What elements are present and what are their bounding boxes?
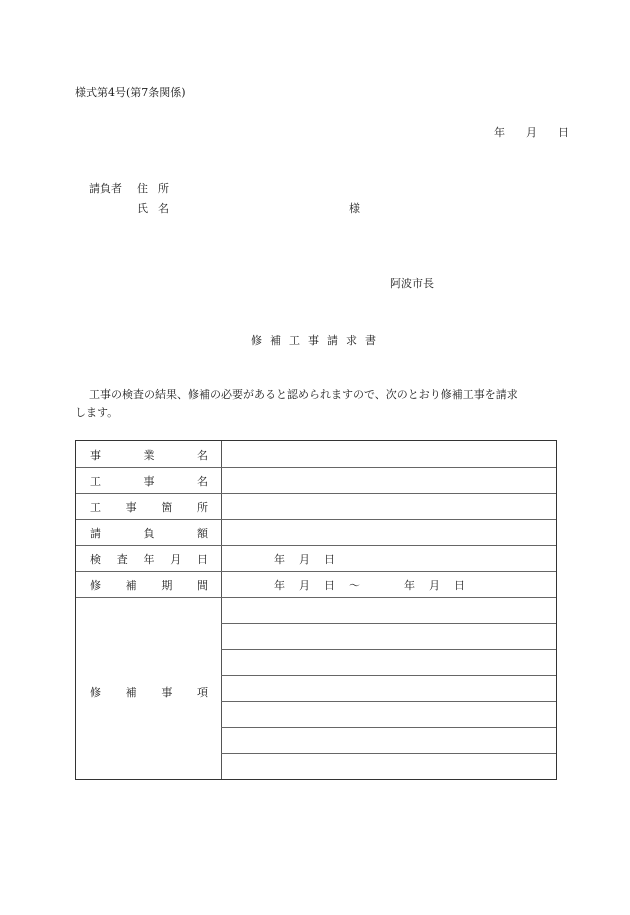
form-number: 様式第4号(第7条関係): [75, 86, 186, 99]
honorific: 様: [349, 202, 360, 215]
label-inspection-date: 検 査 年 月 日: [90, 553, 208, 566]
date-year-label: 年: [494, 126, 505, 139]
repair-period-value: 年 月 日 ～ 年 月 日: [274, 579, 465, 592]
label-column: [76, 441, 222, 779]
body-text-line1: 工事の検査の結果、修補の必要があると認められますので、次のとおり修補工事を請求: [89, 388, 518, 401]
label-repair-items: 修 補 事 項: [90, 686, 208, 699]
item-line: [221, 675, 556, 676]
row-divider: [76, 493, 556, 494]
item-line: [221, 753, 556, 754]
date-day-label: 日: [558, 126, 569, 139]
item-line: [221, 701, 556, 702]
document-title: 修 補 工 事 請 求 書: [251, 334, 376, 347]
item-line: [221, 727, 556, 728]
label-repair-period: 修 補 期 間: [90, 579, 208, 592]
body-text-line2: します。: [75, 406, 119, 419]
name-label: 氏 名: [137, 202, 169, 215]
row-divider: [76, 597, 556, 598]
label-project-name: 事 業 名: [90, 449, 208, 462]
date-line: [494, 124, 569, 140]
request-table: [75, 440, 557, 780]
item-line: [221, 623, 556, 624]
row-divider: [76, 519, 556, 520]
label-construction-location: 工 事 箇 所: [90, 501, 208, 514]
row-divider: [76, 571, 556, 572]
label-contract-amount: 請 負 額: [90, 527, 208, 540]
row-divider: [76, 467, 556, 468]
recipient: 阿波市長: [390, 277, 434, 290]
row-divider: [76, 545, 556, 546]
address-label: 住 所: [137, 182, 169, 195]
contractor-title: 請負者: [89, 182, 122, 195]
item-line: [221, 649, 556, 650]
date-month-label: 月: [526, 126, 537, 139]
label-construction-name: 工 事 名: [90, 475, 208, 488]
inspection-date-value: 年 月 日: [274, 553, 335, 566]
